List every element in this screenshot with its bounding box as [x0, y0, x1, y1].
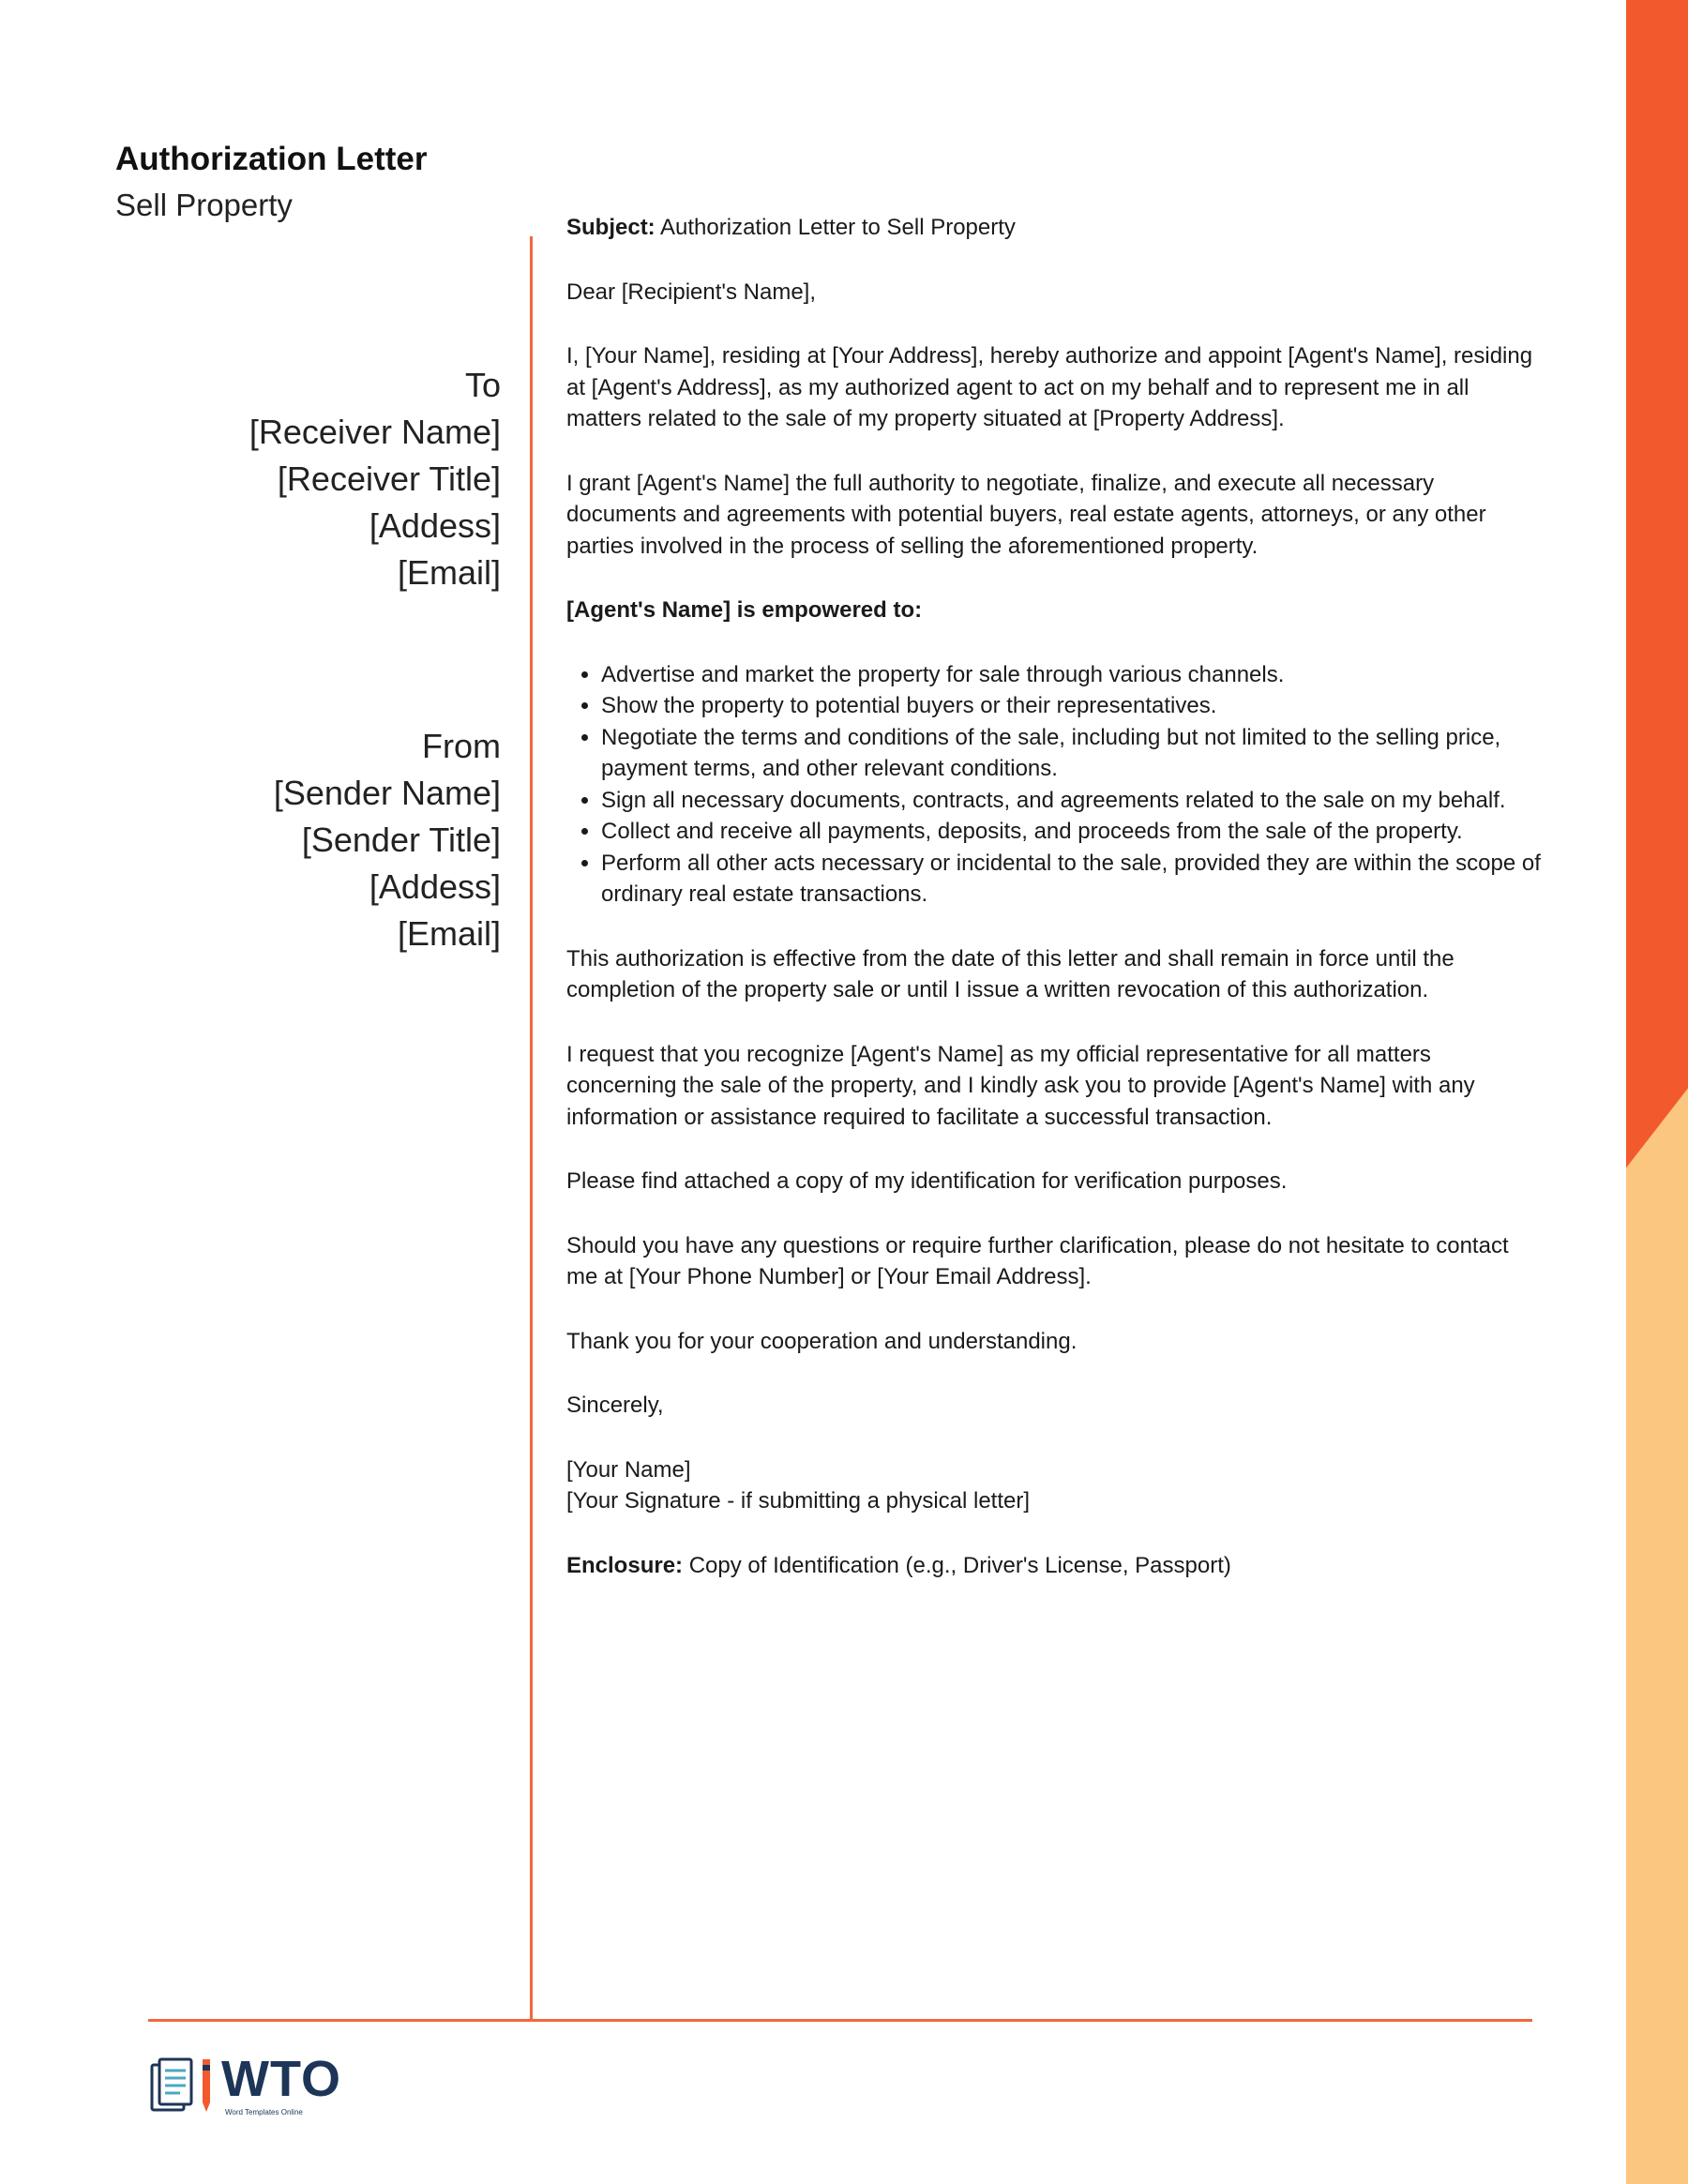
paragraph-authority: I grant [Agent's Name] the full authority to negotiate, finalize, and execute all necessary documents and agreements with potential buyers, real estate agents, attorneys, or any other parties involved in the process of selling the aforementioned property. — [566, 470, 1486, 559]
letter-body — [566, 212, 1542, 1614]
wto-logo — [148, 2051, 341, 2123]
signature-name: [Your Name] — [566, 1456, 691, 1483]
horizontal-divider — [148, 2019, 1532, 2022]
receiver-address: [Addess] — [369, 506, 501, 545]
document-pen-icon — [148, 2056, 223, 2123]
paragraph-appointment: I, [Your Name], residing at [Your Address], hereby authorize and appoint [Agent's Name], residing at [Agent's Address], as my authorized agent to act on my behalf and to represent me in all matters related to the sale of my property situated at [Property Address]. — [566, 343, 1533, 431]
logo-wordmark: WTO — [221, 2051, 341, 2107]
salutation: Dear [Recipient's Name], — [566, 279, 817, 305]
sender-email: [Email] — [397, 914, 501, 953]
side-band-diagonal — [1626, 1088, 1688, 1167]
side-band-orange — [1626, 0, 1688, 1167]
list-item: • Perform all other acts necessary or incidental to the sale, provided they are within the scope of ordinary real estate transactions. — [601, 848, 1542, 911]
to-label: To — [464, 366, 501, 404]
receiver-title: [Receiver Title] — [277, 459, 501, 498]
subject-text: Authorization Letter to Sell Property — [655, 215, 1016, 240]
list-item: • Advertise and market the property for sale through various channels. — [601, 659, 1542, 691]
sender-title: [Sender Title] — [301, 821, 501, 859]
enclosure-text: Copy of Identification (e.g., Driver's License, Passport) — [683, 1552, 1231, 1578]
powers-list — [566, 659, 1542, 911]
powers-heading: [Agent's Name] is empowered to: — [566, 597, 923, 623]
subject-line — [566, 212, 1542, 244]
list-item: • Sign all necessary documents, contracts, and agreements related to the sale on my behalf. — [601, 785, 1542, 817]
paragraph-contact: Should you have any questions or require further clarification, please do not hesitate to contact me at [Your Phone Number] or [Your Email Address]. — [566, 1232, 1509, 1289]
signature-note: [Your Signature - if submitting a physical letter] — [566, 1488, 1031, 1514]
enclosure-line — [566, 1550, 1542, 1582]
signature-block — [566, 1454, 1542, 1517]
list-item: • Show the property to potential buyers or their representatives. — [601, 690, 1542, 722]
list-item: • Collect and receive all payments, deposits, and proceeds from the sale of the property. — [601, 816, 1542, 848]
sender-name: [Sender Name] — [273, 774, 501, 812]
paragraph-effective: This authorization is effective from the date of this letter and shall remain in force until the completion of the property sale or until I issue a written revocation of this authorization. — [566, 945, 1454, 1002]
enclosure-label: Enclosure: — [566, 1552, 684, 1578]
sender-address: [Addess] — [369, 867, 501, 906]
paragraph-thanks: Thank you for your cooperation and understanding. — [566, 1328, 1078, 1354]
from-label: From — [422, 727, 501, 765]
document-title: Authorization Letter — [115, 141, 428, 177]
subject-label: Subject: — [566, 215, 656, 240]
paragraph-request: I request that you recognize [Agent's Name] as my official representative for all matters concerning the sale of the property, and I kindly ask you to provide [Agent's Name] with any information or assistance required to facilitate a successful transaction. — [566, 1041, 1475, 1130]
to-address-block — [249, 362, 501, 596]
vertical-divider — [530, 236, 533, 2021]
logo-tagline: Word Templates Online — [225, 2108, 303, 2116]
paragraph-attachment: Please find attached a copy of my identification for verification purposes. — [566, 1168, 1288, 1194]
closing: Sincerely, — [566, 1393, 664, 1418]
receiver-email: [Email] — [397, 553, 501, 592]
document-subtitle: Sell Property — [115, 188, 293, 222]
from-address-block — [274, 723, 501, 957]
receiver-name: [Receiver Name] — [249, 413, 501, 451]
list-item: • Negotiate the terms and conditions of the sale, including but not limited to the selling price, payment terms, and other relevant conditions. — [601, 722, 1542, 785]
